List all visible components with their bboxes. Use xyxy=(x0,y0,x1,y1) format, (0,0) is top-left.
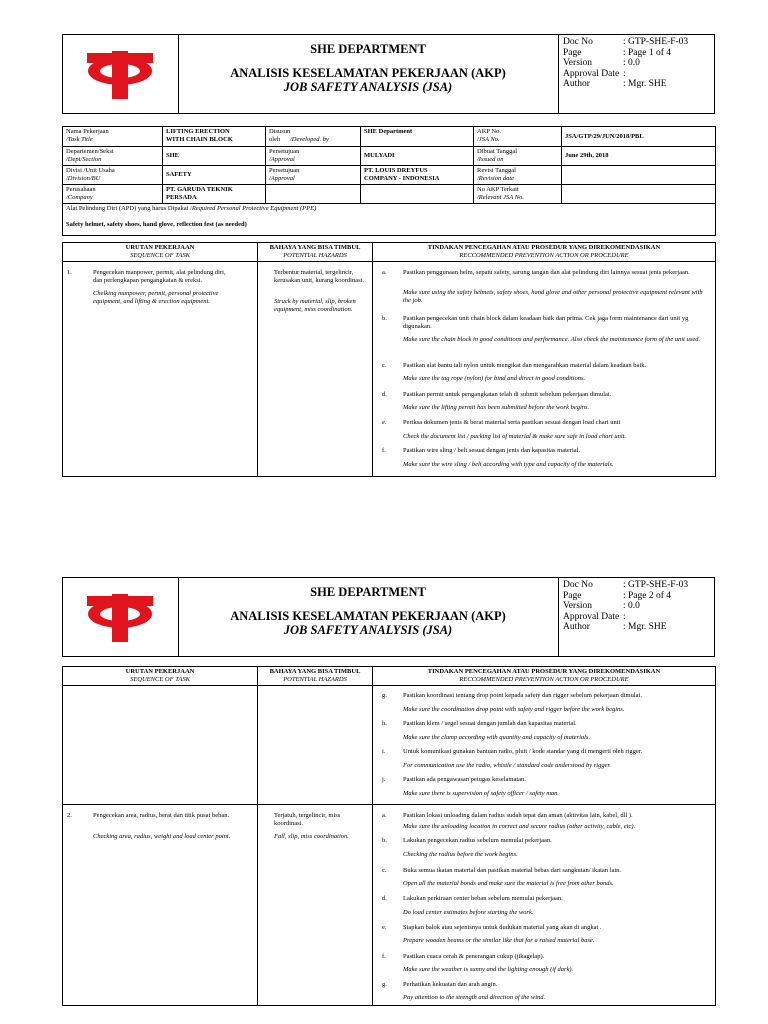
action-list xyxy=(374,806,714,1004)
action-letter: d. xyxy=(382,391,387,398)
info-label: AKP No. /JSA No. xyxy=(474,127,562,147)
action-text: Periksa dokumen jenis & berat material serta pastikan sesuai dengan load chart unit xyxy=(403,419,621,426)
action-text-en: Make sure there is supervision of safety officer / safety man. xyxy=(403,790,560,797)
relevant-jsa-value xyxy=(562,185,716,204)
hazards-cell xyxy=(258,805,373,1006)
col-actions: TINDAKAN PENCEGAHAN ATAU PROSEDUR YANG DIREKOMENDASIKAN RECCOMMENDED PREVENTION ACTION OR PROCEDURE xyxy=(373,243,716,262)
jsa-title: JOB SAFETY ANALYSIS (JSA) xyxy=(283,623,453,637)
meta-value: : xyxy=(623,68,626,79)
action-text-en: For communication use the radio, whistle / standard code understood by rigger. xyxy=(403,762,611,769)
action-text: Lakukan perkiraan center beban sebelum memulai pekerjaan. xyxy=(403,895,563,902)
action-text: Pastikan koordinasi tentang drop point kepada safety dan rigger sebelum pekerjaan dimulai. xyxy=(403,692,642,699)
action-text: Buka semua ikatan material dan pastikan material bebas dari sangkutan/ ikatan lain. xyxy=(403,867,622,874)
action-text-en: Make sure the unloading location in correct and secure radius (other activity, cable, etc). xyxy=(403,823,636,830)
info-label: Disusun oleh /Developed. by xyxy=(266,127,361,147)
info-label: Nama Pekerjaan /Task Title xyxy=(63,127,163,147)
action-text: Lakukan pengecekan radius sebelum memulai pekerjaan. xyxy=(403,837,552,844)
action-letter: i. xyxy=(382,748,386,755)
logo-icon xyxy=(79,47,161,101)
action-text-en: Checking the radius before the work begins. xyxy=(403,851,518,858)
info-label: Divisi /Unit Usaha /Division/BU xyxy=(63,166,163,185)
action-letter: a. xyxy=(382,812,387,819)
action-letter: c. xyxy=(382,362,387,369)
action-text: Pastikan permit untuk pengangkatan telah di submit sebelum pekerjaan dimulai. xyxy=(403,391,612,398)
action-letter: b. xyxy=(382,315,387,322)
meta-value: : GTP-SHE-F-03 xyxy=(623,37,689,47)
meta-value: : Mgr. SHE xyxy=(623,79,667,89)
col-sequence: URUTAN PEKERJAAN SEQUENCE OF TASK xyxy=(63,243,258,262)
action-text-en: Pay attention to the strength and direction of the wind. xyxy=(403,994,546,1001)
meta-value: : 0.0 xyxy=(623,601,640,611)
action-text-en: Make sure the chain block in good conditions and performance. Also check the maintenance form of the unit used. xyxy=(403,336,701,343)
task-desc-en: Chelking manpower, permit, personal protective equipment, and lifting & erection equipment. xyxy=(93,290,219,305)
department-title: SHE DEPARTMENT xyxy=(310,42,426,56)
revision-value xyxy=(562,166,716,185)
action-text: Pastikan alat bantu tali nylon untuk mengikat dan mengarahkan material dalam keadaan baik. xyxy=(403,362,647,369)
col-sequence: URUTAN PEKERJAAN SEQUENCE OF TASK xyxy=(63,667,258,686)
company-logo xyxy=(63,578,179,656)
approval-value: MULYADI xyxy=(361,147,474,166)
document-header xyxy=(62,577,715,657)
action-text: Siapkan balok atau sejenisnya untuk dudukan material yang akan di angkat . xyxy=(403,924,602,931)
action-text: Pastikan klem / segel sesuai dengan jumlah dan kapasitas material. xyxy=(403,720,577,727)
action-text-en: Make sure using the safety helmets, safety shoes, hand glove and other personal protective equipment relevant with the job. xyxy=(403,289,703,304)
action-text-en: Prepare wooden beams or the similar like that for a raised material base. xyxy=(403,937,595,944)
action-text-en: Make sure the lifting permit has been submitted before the work begins. xyxy=(403,404,590,411)
col-hazards: BAHAYA YANG BISA TIMBUL POTENTIAL HAZARDS xyxy=(258,667,373,686)
action-text: Pastikan cuaca cerah & penerangan cukup (jikagelap). xyxy=(403,953,545,960)
task-number: 1. xyxy=(67,269,72,276)
action-text-en: Make sure the clamp according with quantity and capacity of materials. xyxy=(403,734,591,741)
info-label: Persetujuan /Approval xyxy=(266,166,361,185)
akp-title: ANALISIS KESELAMATAN PEKERJAAN (AKP) xyxy=(230,66,506,80)
meta-label: Doc No xyxy=(563,37,593,47)
action-letter: g. xyxy=(382,692,387,699)
jsa-table-1 xyxy=(62,242,716,477)
department-title: SHE DEPARTMENT xyxy=(310,585,426,599)
info-label: No AKP Terkait /Relevant JSA No. xyxy=(474,185,562,204)
action-text: Perhatikan kekuatan dan arah angin. xyxy=(403,981,498,988)
col-actions: TINDAKAN PENCEGAHAN ATAU PROSEDUR YANG DIREKOMENDASIKAN RECCOMMENDED PREVENTION ACTION OR PROCEDURE xyxy=(373,667,716,686)
doc-meta xyxy=(563,580,713,633)
action-text-en: Do load center estimates before starting the work. xyxy=(403,909,534,916)
action-text-en: Open all the material bonds and make sure the material is free from other bonds. xyxy=(403,880,614,887)
hazards-cell xyxy=(258,262,373,477)
hazards-cell xyxy=(258,686,373,805)
dept-value: SHE xyxy=(163,147,266,166)
sequence-cell xyxy=(63,686,258,805)
job-info-table xyxy=(62,126,716,236)
meta-value: : Mgr. SHE xyxy=(623,622,667,632)
meta-label: Page xyxy=(563,47,582,58)
col-hazards: BAHAYA YANG BISA TIMBUL POTENTIAL HAZARDS xyxy=(258,243,373,262)
action-letter: e. xyxy=(382,924,387,931)
action-letter: b. xyxy=(382,837,387,844)
jsa-table-2 xyxy=(62,666,716,1006)
ppe-value: Safety helmet, safety shoes, hand glove, reflection fest (as needed) xyxy=(66,221,247,228)
doc-meta xyxy=(563,37,713,90)
action-text-en: Make sure the wire sling / belt according with type and capacity of the materials. xyxy=(403,461,614,468)
meta-label: Version xyxy=(563,601,593,611)
meta-label: Version xyxy=(563,58,593,68)
task-title-value: LIFTING ERECTION WITH CHAIN BLOCK xyxy=(163,127,266,147)
action-text-en: Make sure the tag rope (nylon) for bind and direct in good conditions. xyxy=(403,375,586,382)
action-text: Pastikan lokasi unloading dalam radius sudah tepat dan aman (aktivitas lain, kabel, dll ). xyxy=(403,812,633,819)
action-text: Untuk komunikasi gunakan bantuan radio, pluit / kode standar yang di mengerti oleh rigger. xyxy=(403,748,643,755)
action-text: Pastikan ada pengawasan petugas keselamatan. xyxy=(403,776,526,783)
hazard-desc-en: Fall, slip, miss coordination. xyxy=(274,833,349,840)
info-label: Revisi Tanggal /Revision date xyxy=(474,166,562,185)
action-text: Pastikan penggunaan helm, sepatu safety, sarung tangan dan alat pelindung diri lainnya sesuai jenis pekerjaan. xyxy=(403,269,690,276)
company-logo xyxy=(63,35,179,113)
meta-value: : xyxy=(623,611,626,622)
hazard-desc: Terjatuh, tergelincir, miss koordinasi. xyxy=(274,812,341,827)
action-letter: e. xyxy=(382,419,387,426)
info-label: Dibuat Tanggal /Issued on xyxy=(474,147,562,166)
meta-value: : Page 1 of 4 xyxy=(623,47,672,58)
company-value: PT. GARUDA TEKNIK PERSADA xyxy=(163,185,266,204)
empty-cell xyxy=(266,185,361,204)
developed-by-value: SHE Department xyxy=(361,127,474,147)
meta-value: : GTP-SHE-F-03 xyxy=(623,580,689,590)
info-label: Departemen/Seksi /Dept/Section xyxy=(63,147,163,166)
actions-cell xyxy=(373,686,716,805)
jsa-title: JOB SAFETY ANALYSIS (JSA) xyxy=(283,80,453,94)
hazard-desc-en: Struck by material, slip, broken equipment, miss coordination. xyxy=(274,298,356,313)
meta-value: : Page 2 of 4 xyxy=(623,590,672,601)
hazard-desc: Terbentur material, tergelincir, kerusakan unit, kurang koordinasi. xyxy=(274,269,365,284)
akp-title: ANALISIS KESELAMATAN PEKERJAAN (AKP) xyxy=(230,609,506,623)
action-list xyxy=(374,687,714,803)
action-text-en: Make sure the coordination drop point with safety and rigger before the work begins. xyxy=(403,706,625,713)
info-label: Perusahaan /Company xyxy=(63,185,163,204)
document-header xyxy=(62,34,715,114)
actions-cell xyxy=(373,805,716,1006)
meta-label: Approval Date xyxy=(563,68,620,79)
action-letter: g. xyxy=(382,981,387,988)
meta-label: Author xyxy=(563,622,590,632)
action-letter: a. xyxy=(382,269,387,276)
info-label: Persetujuan /Approval xyxy=(266,147,361,166)
meta-label: Author xyxy=(563,79,590,89)
document-titles xyxy=(178,35,559,113)
action-letter: d. xyxy=(382,895,387,902)
task-desc: Pengecekan manpower, permit, alat pelindung diri, dan perlengkapan pengangkatan & ereksi. xyxy=(93,269,226,284)
action-letter: c. xyxy=(382,867,387,874)
issued-value: June 29th, 2018 xyxy=(562,147,716,166)
meta-label: Doc No xyxy=(563,580,593,590)
action-letter: f. xyxy=(382,953,386,960)
sequence-cell xyxy=(63,805,258,1006)
ppe-row: Alat Pelindung Diri (APD) yang harus Dipakai /Required Personal Protective Equipment (PPE) Safety helmet, safety shoes, hand glove, reflection fest (as needed) xyxy=(63,204,716,236)
jsa-no-value: JSA/GTP/29/JUN/2018/PBL xyxy=(562,127,716,147)
document-titles xyxy=(178,578,559,656)
action-letter: f. xyxy=(382,447,386,454)
task-number: 2. xyxy=(67,812,72,819)
meta-label: Page xyxy=(563,590,582,601)
empty-cell xyxy=(361,185,474,204)
meta-value: : 0.0 xyxy=(623,58,640,68)
action-letter: h. xyxy=(382,720,387,727)
task-desc-en: Checking area, radius, weight and load center point. xyxy=(93,833,231,840)
action-text: Pastikan pengecekan unit chain block dalam keadaan baik dan prima. Cek jaga form maintenance dari unit yg digunakan. xyxy=(403,315,689,330)
sequence-cell xyxy=(63,262,258,477)
action-text-en: Make sure the weather is sunny and the lighting enough (if dark). xyxy=(403,966,574,973)
action-letter: j. xyxy=(382,776,386,783)
action-text: Pastikan wire sling / belt sesuai dengan jenis dan kapasitas material. xyxy=(403,447,581,454)
action-list xyxy=(374,263,714,475)
logo-icon xyxy=(79,590,161,644)
division-value: SAFETY xyxy=(163,166,266,185)
action-text-en: Check the document list / packing list of material & make sure safe in load chart unit. xyxy=(403,433,627,440)
actions-cell xyxy=(373,262,716,477)
task-desc: Pengecekan area, radius, berat dan titik pusat beban. xyxy=(93,812,230,819)
approval2-value: PT. LOUIS DREYFUS COMPANY - INDONESIA xyxy=(361,166,474,185)
meta-label: Approval Date xyxy=(563,611,620,622)
